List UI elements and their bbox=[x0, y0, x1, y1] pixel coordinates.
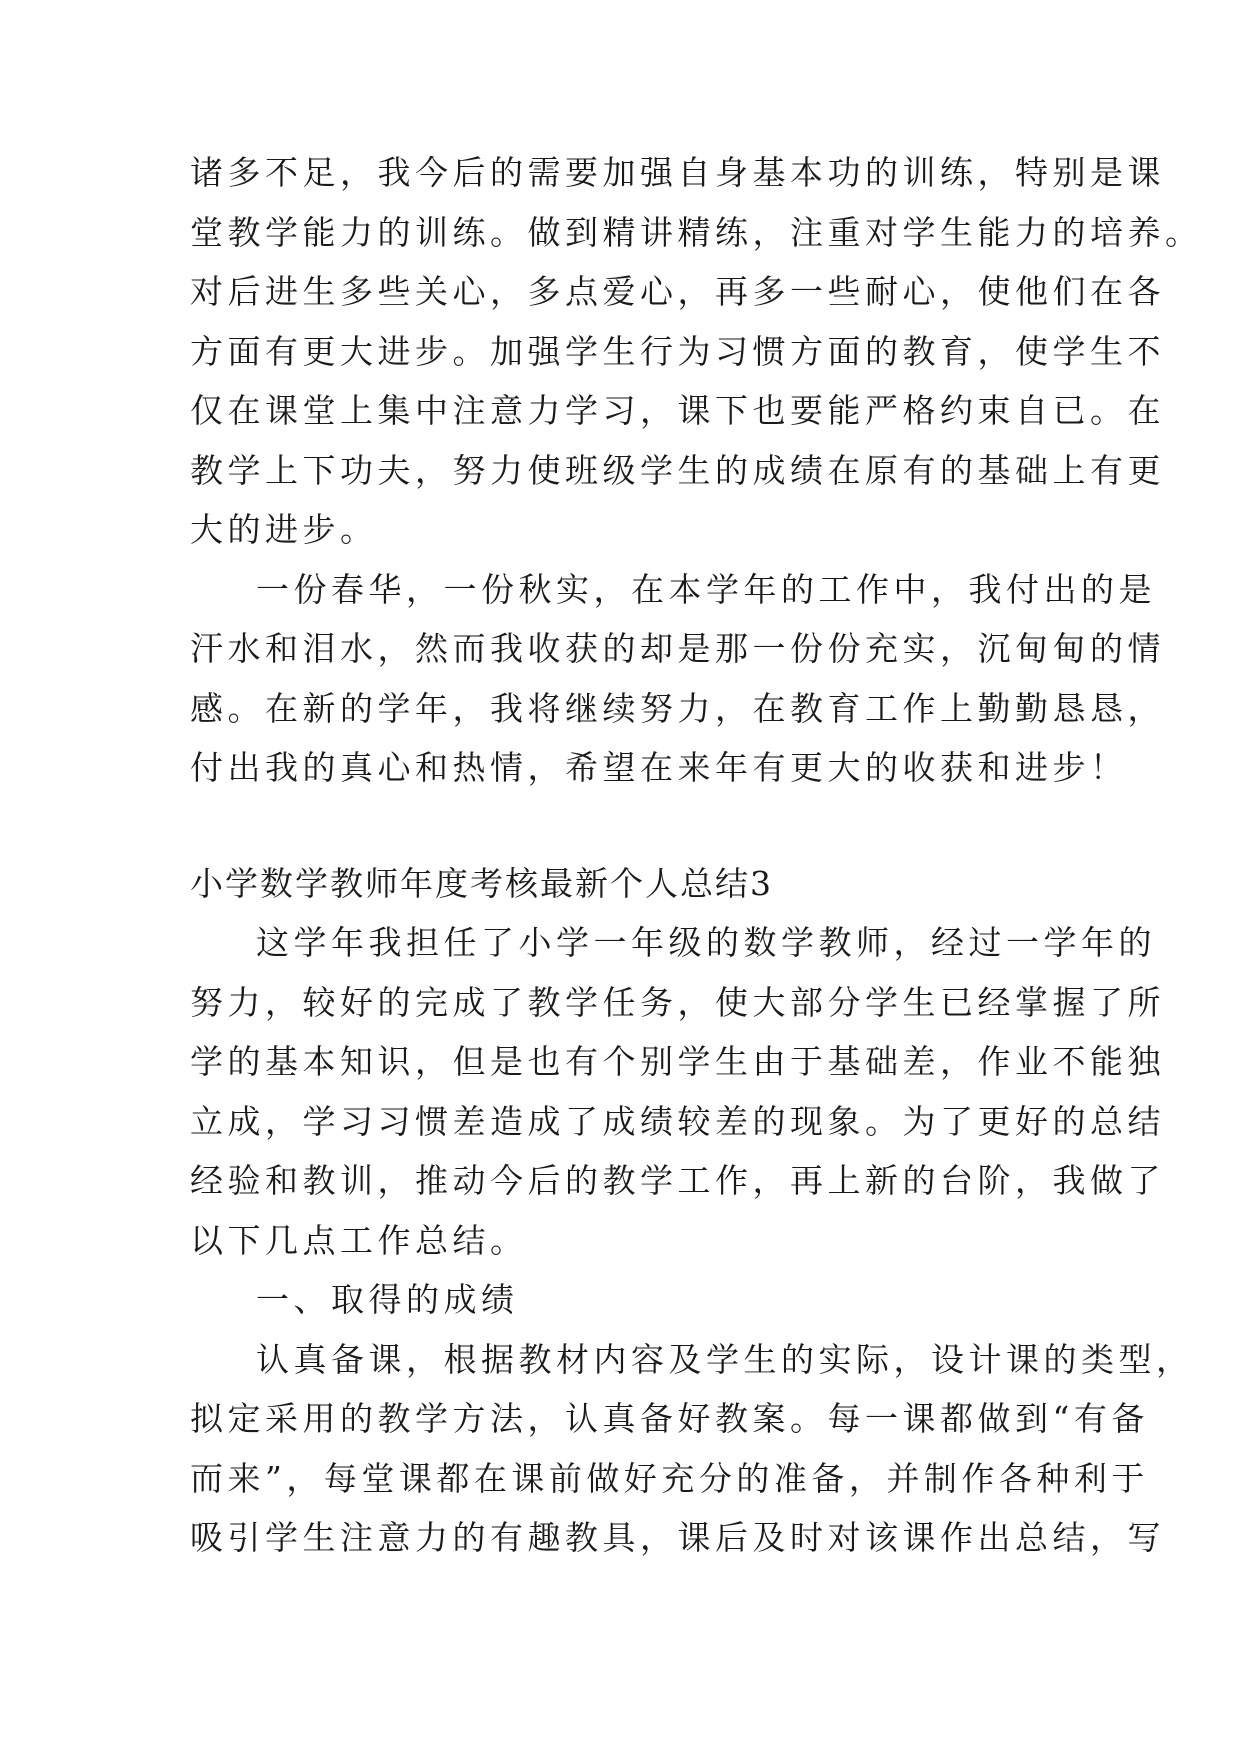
paragraph-line: 拟定采用的教学方法，认真备好教案。每一课都做到“有备 bbox=[190, 1399, 1149, 1438]
paragraph-line: 付出我的真心和热情，希望在来年有更大的收获和进步！ bbox=[190, 748, 1128, 787]
paragraph-line: 方面有更大进步。加强学生行为习惯方面的教育，使学生不 bbox=[190, 332, 1165, 371]
section-title: 小学数学教师年度考核最新个人总结3 bbox=[190, 864, 773, 903]
paragraph-line: 立成，学习习惯差造成了成绩较差的现象。为了更好的总结 bbox=[190, 1102, 1165, 1141]
paragraph-line: 教学上下功夫，努力使班级学生的成绩在原有的基础上有更 bbox=[190, 451, 1165, 490]
paragraph-line: 吸引学生注意力的有趣教具，课后及时对该课作出总结，写 bbox=[190, 1518, 1165, 1557]
paragraph-line: 努力，较好的完成了教学任务，使大部分学生已经掌握了所 bbox=[190, 983, 1165, 1022]
paragraph-line: 认真备课，根据教材内容及学生的实际，设计课的类型， bbox=[256, 1340, 1194, 1379]
paragraph-line: 汗水和泪水，然而我收获的却是那一份份充实，沉甸甸的情 bbox=[190, 629, 1165, 668]
paragraph-line: 对后进生多些关心，多点爱心，再多一些耐心，使他们在各 bbox=[190, 272, 1165, 311]
paragraph-line: 感。在新的学年，我将继续努力，在教育工作上勤勤恳恳， bbox=[190, 689, 1165, 728]
paragraph-line: 堂教学能力的训练。做到精讲精练，注重对学生能力的培养。 bbox=[190, 213, 1203, 252]
paragraph-line: 学的基本知识，但是也有个别学生由于基础差，作业不能独 bbox=[190, 1042, 1165, 1081]
paragraph-line: 经验和教训，推动今后的教学工作，再上新的台阶，我做了 bbox=[190, 1161, 1165, 1200]
paragraph-line: 诸多不足，我今后的需要加强自身基本功的训练，特别是课 bbox=[190, 153, 1165, 192]
paragraph-line: 以下几点工作总结。 bbox=[190, 1221, 528, 1260]
paragraph-line: 这学年我担任了小学一年级的数学教师，经过一学年的 bbox=[256, 923, 1156, 962]
paragraph-line: 而来”，每堂课都在课前做好充分的准备，并制作各种利于 bbox=[190, 1459, 1149, 1498]
paragraph-line: 一份春华，一份秋实，在本学年的工作中，我付出的是 bbox=[256, 570, 1156, 609]
subheading: 一、取得的成绩 bbox=[256, 1280, 519, 1319]
paragraph-line: 仅在课堂上集中注意力学习，课下也要能严格约束自已。在 bbox=[190, 391, 1165, 430]
paragraph-line: 大的进步。 bbox=[190, 510, 378, 549]
